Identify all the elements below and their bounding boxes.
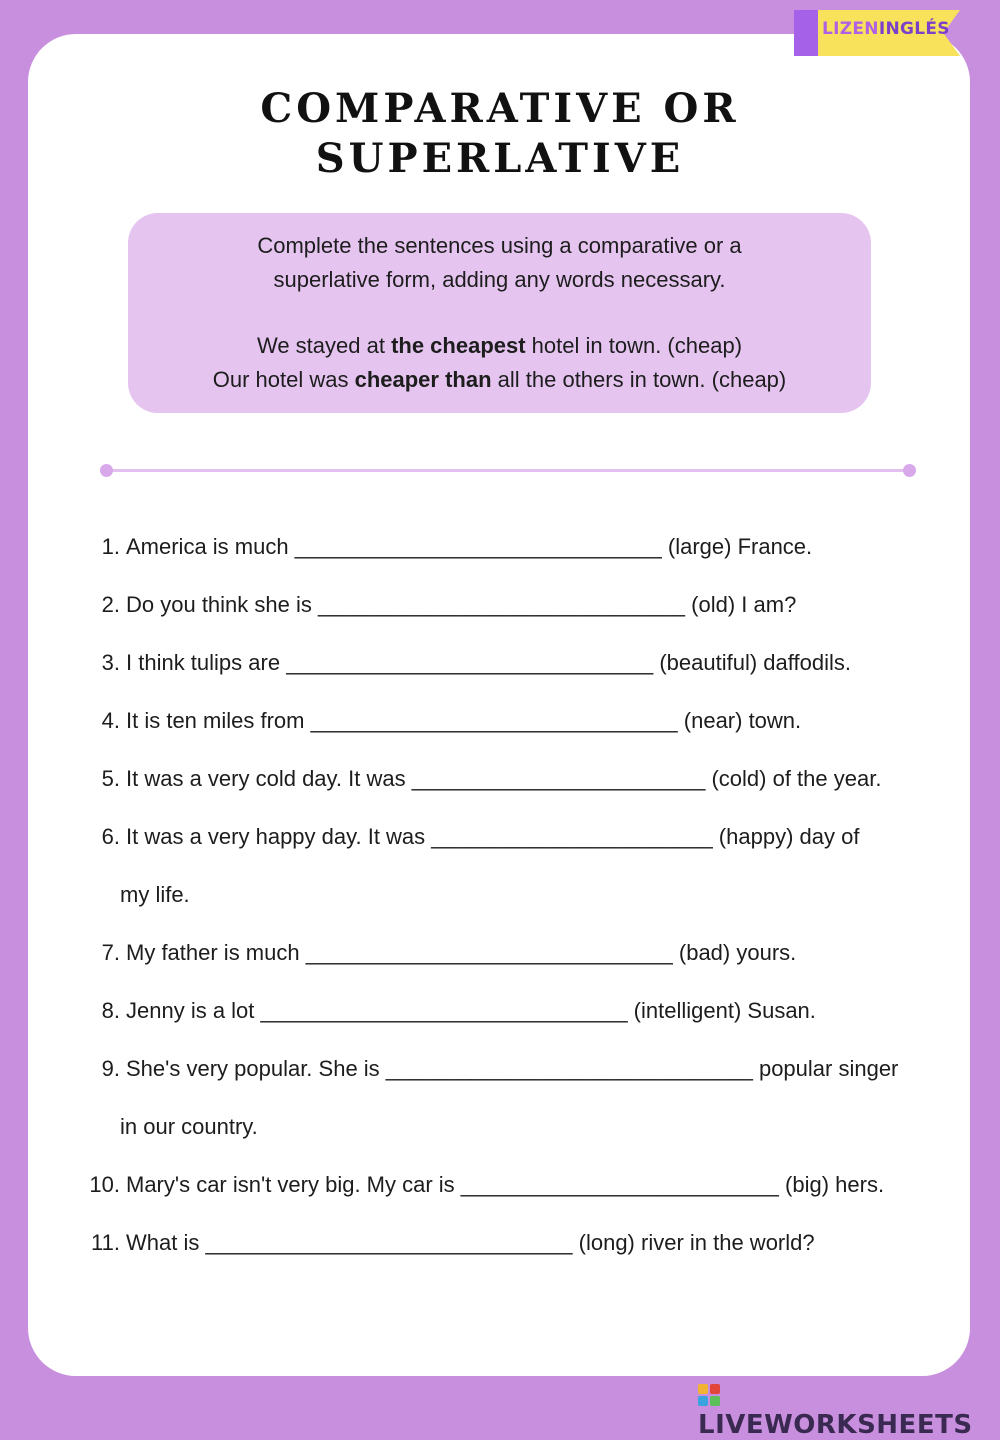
exercise-number: 1.: [101, 534, 120, 559]
brand-logo: [822, 19, 950, 39]
exercise-sentence[interactable]: Jenny is a lot ______________________________ (intelligent) Susan.: [126, 998, 816, 1023]
exercise-sentence[interactable]: I think tulips are ______________________________ (beautiful) daffodils.: [126, 650, 851, 675]
example2-bold: cheaper than: [354, 366, 492, 392]
instructions-line2: superlative form, adding any words necessary.: [273, 266, 726, 292]
exercise-number: 5.: [101, 766, 120, 791]
exercise-item-11: [80, 1224, 920, 1282]
instructions-line1: Complete the sentences using a comparative or a: [257, 233, 742, 258]
instructions-box: [128, 213, 871, 413]
page-title: [100, 84, 900, 184]
exercise-sentence[interactable]: It was a very happy day. It was _______________________ (happy) day of: [126, 824, 860, 849]
exercise-item-7: [80, 934, 920, 992]
exercise-number: 7.: [101, 940, 120, 965]
example1-after: hotel in town. (cheap): [525, 333, 743, 358]
exercise-sentence[interactable]: Mary's car isn't very big. My car is __________________________ (big) hers.: [126, 1172, 885, 1197]
exercise-item-5: [80, 760, 920, 818]
liveworksheets-icon: [698, 1384, 720, 1406]
divider-dot-left: [100, 464, 113, 477]
brand-tag-bar: [794, 10, 818, 56]
exercise-item-8: [80, 992, 920, 1050]
exercise-sentence[interactable]: It is ten miles from ______________________________ (near) town.: [126, 708, 802, 733]
page-title-line1: COMPARATIVE OR: [260, 85, 740, 132]
exercise-item-10: [80, 1166, 920, 1224]
exercise-item-6-continued: [80, 876, 920, 934]
exercise-number: 9.: [101, 1056, 120, 1081]
liveworksheets-logo[interactable]: [698, 1380, 1000, 1440]
exercise-number: 2.: [101, 592, 120, 617]
exercise-sentence[interactable]: What is ______________________________ (long) river in the world?: [126, 1230, 815, 1255]
example2-after: all the others in town. (cheap): [491, 366, 787, 392]
exercise-item-4: [80, 702, 920, 760]
exercise-item-9: [80, 1050, 920, 1108]
liveworksheets-logo-text: LIVEWORKSHEETS: [698, 1410, 973, 1440]
page-title-line2: SUPERLATIVE: [315, 135, 685, 182]
exercise-sentence[interactable]: Do you think she is ______________________________ (old) I am?: [126, 592, 797, 617]
exercise-number: 8.: [101, 998, 120, 1023]
exercise-number: 4.: [101, 708, 120, 733]
exercise-item-2: [80, 586, 920, 644]
brand-logo-part2: INGLÉS: [878, 19, 950, 39]
exercise-list: [80, 528, 920, 1282]
exercise-sentence[interactable]: My father is much ______________________________ (bad) yours.: [126, 940, 797, 965]
example1-before: We stayed at: [256, 333, 392, 358]
example-sentence-2: [128, 363, 871, 397]
exercise-sentence[interactable]: She's very popular. She is ______________________________ popular singer: [126, 1056, 899, 1081]
exercise-item-6: [80, 818, 920, 876]
example1-bold: the cheapest: [391, 333, 526, 358]
exercise-sentence-continued: my life.: [120, 882, 190, 907]
exercise-number: 11.: [91, 1230, 120, 1255]
exercise-number: 6.: [101, 824, 120, 849]
exercise-item-1: [80, 528, 920, 586]
brand-logo-part1: LIZEN: [822, 19, 879, 39]
divider-line: [106, 469, 910, 472]
exercise-sentence[interactable]: It was a very cold day. It was ________________________ (cold) of the year.: [126, 766, 882, 791]
example2-before: Our hotel was: [212, 366, 355, 392]
exercise-number: 3.: [101, 650, 120, 675]
example-sentence-1: [128, 329, 871, 363]
exercise-sentence-continued: in our country.: [120, 1114, 258, 1139]
exercise-item-9-continued: [80, 1108, 920, 1166]
exercise-sentence[interactable]: America is much ______________________________ (large) France.: [126, 534, 813, 559]
divider-dot-right: [903, 464, 916, 477]
exercise-item-3: [80, 644, 920, 702]
exercise-number: 10.: [89, 1172, 120, 1197]
